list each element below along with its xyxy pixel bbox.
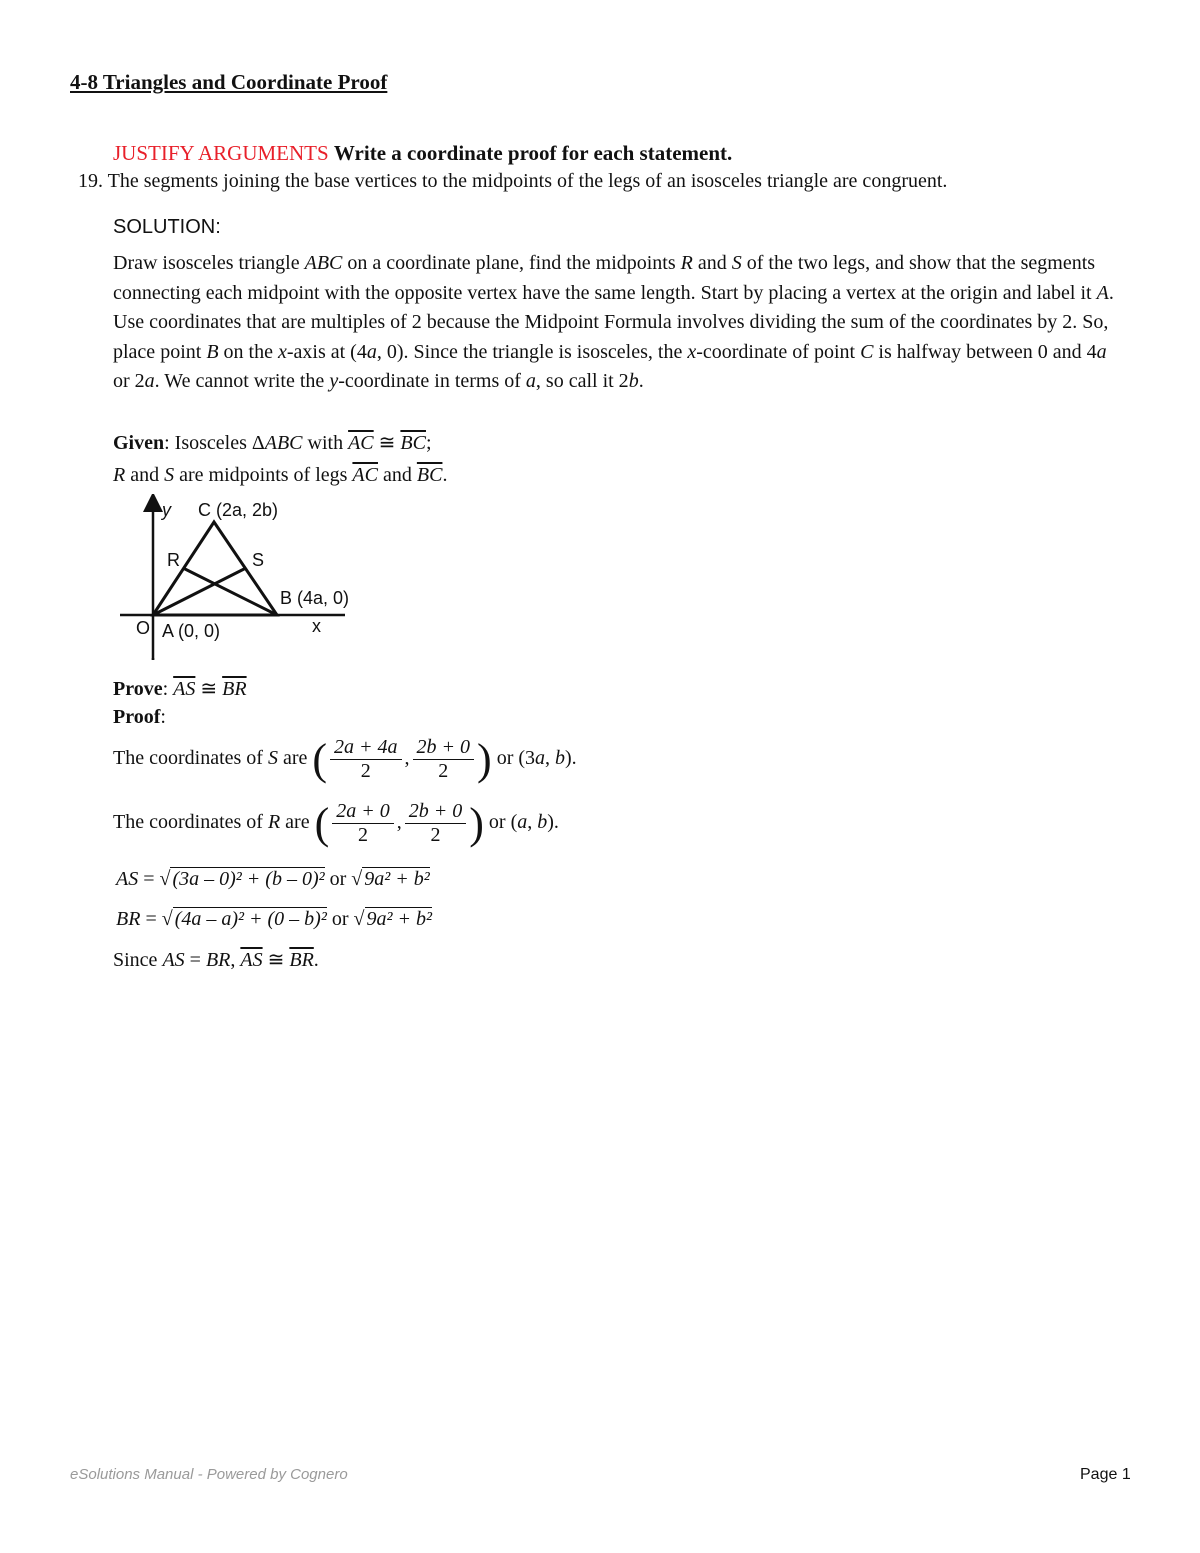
text-run: and [125, 464, 165, 486]
text-run: , [527, 811, 538, 834]
question-text: The segments joining the base vertices to the midpoints of the legs of an isosceles triangle are congruent. [107, 170, 948, 192]
math-var: A [1096, 281, 1109, 304]
math-var: x [687, 340, 697, 363]
segment: $\overline{AS}$ [173, 678, 196, 700]
prove-line [113, 676, 247, 701]
proof-line [113, 706, 166, 729]
text-run: . [442, 464, 448, 486]
text-run: = [138, 868, 160, 890]
left-paren: ( [314, 799, 330, 848]
math-var: y [329, 370, 339, 392]
text-run: ; [425, 432, 432, 454]
label-o: O [136, 618, 151, 638]
footer-source: eSolutions Manual - Powered by Cognero [70, 1466, 348, 1483]
given-label: Given [113, 432, 165, 454]
proof-label: Proof [113, 706, 161, 728]
right-paren: ) [469, 799, 484, 848]
text-run: = [184, 949, 206, 971]
text-run: -axis at (4 [286, 340, 367, 363]
math-var: B [206, 340, 219, 363]
text-run: = [140, 908, 162, 930]
math-var: AS [162, 949, 185, 971]
congruent-symbol: ≅ [378, 432, 396, 454]
triangle-diagram [110, 494, 370, 664]
text-run: . [638, 370, 644, 392]
text-run: The coordinates of [113, 747, 268, 770]
congruent-symbol: ≅ [200, 678, 218, 700]
text-run: and [692, 252, 732, 274]
question [78, 170, 947, 193]
text-run: are [277, 747, 308, 770]
congruent-symbol: ≅ [267, 949, 285, 971]
text-run: -coordinate in terms of [338, 370, 526, 392]
sqrt-symbol: √ [351, 868, 363, 890]
text-run: -coordinate of point [696, 340, 861, 363]
math-var: ABC [264, 432, 303, 454]
label-y: y [162, 500, 171, 520]
math-var: R [680, 252, 693, 274]
conclusion-line [113, 947, 319, 972]
text-run: or 2 [113, 370, 145, 392]
label-s: S [252, 550, 265, 570]
text-run: or ( [488, 811, 518, 834]
left-paren: ( [312, 735, 328, 784]
text-run: , so call it 2 [535, 370, 629, 392]
question-number: 19. [78, 170, 103, 192]
label-r: R [167, 550, 180, 570]
text-run: with [302, 432, 349, 454]
coord-s-line: The coordinates of S are ( $\frac{2a + 4a}{2}$ , $\frac{2b + 0}{2}$ ) or (3a, b). [113, 735, 577, 784]
text-run: on a coordinate plane, find the midpoints [342, 252, 681, 274]
text-run: of the two legs, and show that the segments connecting each midpoint with the opposite vertex have the same length. Start by placing a vertex at the origin and label it [113, 252, 1097, 304]
math-var: BR [205, 949, 231, 971]
instructions-text: Write a coordinate proof for each statement. [333, 141, 733, 165]
text-run: The coordinates of [113, 811, 268, 834]
math-var: a [366, 340, 377, 363]
denominator: 2 [430, 824, 441, 846]
math-var: b [628, 370, 639, 392]
math-var: ABC [304, 252, 343, 274]
math-var: a [144, 370, 155, 392]
segment: $\overline{BR}$ [289, 949, 314, 971]
text-run: is halfway between 0 and 4 [873, 340, 1097, 363]
given-line-1 [113, 430, 432, 455]
numerator: 2b + 0 [413, 736, 475, 760]
given-line-2 [113, 464, 447, 487]
text-run: and [377, 464, 417, 486]
math-var: R [267, 811, 281, 834]
radicand: (3a – 0)² + (b – 0)² [172, 868, 325, 890]
segment: $\overline{BC}$ [400, 432, 426, 454]
math-var: a [517, 811, 528, 834]
math-var: S [164, 464, 175, 486]
fraction [405, 800, 467, 847]
text-run: : [162, 678, 174, 700]
math-var: a [1096, 340, 1107, 363]
text-run: . Use coordinates that are multiples of 2 because the Midpoint Formula involves dividing the sum of the coordinates by 2. So, place point [113, 281, 1114, 363]
text-run: ). [565, 747, 577, 770]
instructions-label: JUSTIFY ARGUMENTS [113, 141, 329, 165]
math-var: R [113, 464, 126, 486]
math-var: x [277, 340, 287, 363]
denominator: 2 [358, 824, 368, 846]
denominator: 2 [438, 760, 449, 782]
page-title: 4-8 Triangles and Coordinate Proof [70, 70, 388, 94]
solution-paragraph [113, 249, 1123, 397]
label-b: B (4a, 0) [280, 588, 350, 608]
segment: $\overline{AS}$ [240, 949, 263, 971]
text-run: or [324, 868, 352, 890]
numerator: 2b + 0 [405, 800, 467, 824]
text-run: : Isosceles Δ [164, 432, 265, 454]
distance-as [116, 868, 430, 891]
math-var: a [535, 747, 546, 770]
math-var: b [555, 747, 566, 770]
math-var: S [267, 747, 278, 770]
text-run: , [230, 949, 241, 971]
denominator: 2 [360, 760, 371, 782]
fraction [330, 736, 402, 783]
text-run: Draw isosceles triangle [113, 252, 305, 274]
text-run: are [280, 811, 310, 834]
sqrt-symbol: √ [159, 868, 171, 890]
prove-label: Prove [113, 678, 163, 700]
segment: $\overline{BR}$ [222, 678, 247, 700]
label-c: C (2a, 2b) [198, 500, 279, 520]
math-var: AS [116, 868, 139, 890]
text-run: : [160, 706, 166, 728]
radicand: 9a² + b² [364, 868, 430, 890]
fraction [413, 736, 475, 783]
solution-label: SOLUTION: [113, 216, 221, 238]
text-run: , [545, 747, 556, 770]
text-run: , 0). Since the triangle is isosceles, the [376, 340, 688, 363]
radicand: (4a – a)² + (0 – b)² [174, 908, 327, 930]
math-var: BR [116, 908, 141, 930]
math-var: a [525, 370, 536, 392]
distance-br [116, 908, 432, 931]
text-run: on the [218, 340, 278, 363]
radicand: 9a² + b² [366, 908, 432, 930]
page-number: Page 1 [1080, 1466, 1131, 1483]
segment: $\overline{BC}$ [416, 464, 443, 486]
text-run: are midpoints of legs [174, 464, 353, 486]
math-var: b [537, 811, 548, 834]
fraction [332, 800, 394, 847]
text-run: Since [113, 949, 163, 971]
text-run: . We cannot write the [154, 370, 330, 392]
instructions [113, 141, 732, 166]
segment: $\overline{AC}$ [352, 464, 378, 486]
coord-r-line: The coordinates of R are ( $\frac{2a + 0}{2}$ , $\frac{2b + 0}{2}$ ) or (a, b). [113, 799, 559, 848]
sqrt-symbol: √ [353, 908, 365, 930]
numerator: 2a + 0 [332, 800, 394, 824]
text-run: . [313, 949, 319, 971]
math-var: C [860, 340, 874, 363]
math-var: S [731, 252, 742, 274]
segment: $\overline{AC}$ [348, 432, 374, 454]
sqrt-symbol: √ [161, 908, 173, 930]
numerator: 2a + 4a [330, 736, 402, 760]
right-paren: ) [477, 735, 492, 784]
label-a: A (0, 0) [162, 621, 221, 641]
text-run: or (3 [496, 747, 536, 770]
text-run: or [326, 908, 354, 930]
label-x: x [312, 616, 321, 636]
text-run: ). [547, 811, 559, 834]
